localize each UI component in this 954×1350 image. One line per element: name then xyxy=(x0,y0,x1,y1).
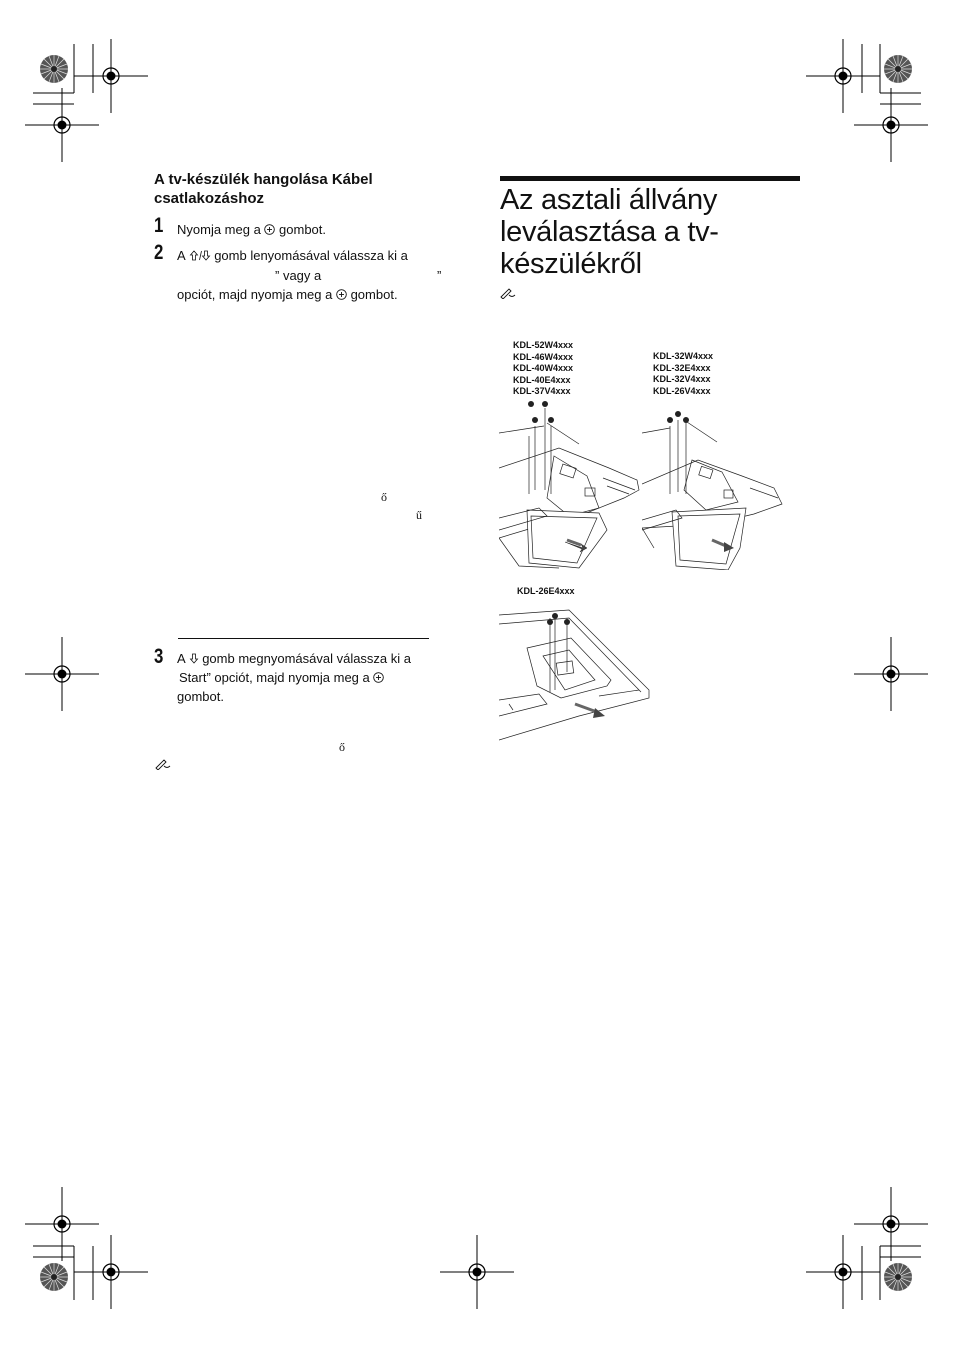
step-3-line-1: A gomb megnyomásával válassza ki a xyxy=(177,651,412,666)
model-list-group-3: KDL-26E4xxx xyxy=(517,586,575,596)
up-down-arrows-icon xyxy=(189,250,211,261)
step-2-line-2: ” vagy a xyxy=(275,268,322,283)
stand-removal-illustration-medium xyxy=(642,398,784,570)
note-pencil-icon xyxy=(500,287,516,299)
step-2-quote: ” xyxy=(437,268,442,283)
stand-removal-illustration-large xyxy=(499,398,642,570)
enter-icon xyxy=(264,224,275,235)
enter-icon xyxy=(373,672,384,683)
registration-mark-icon xyxy=(854,1187,928,1261)
stray-glyph: ő xyxy=(381,490,387,504)
step-2-line-1: A gomb lenyomásával válassza ki a xyxy=(177,248,408,263)
section-heading: A tv-készülék hangolása Kábel csatlakozáshoz xyxy=(154,171,373,207)
step-2-line-3: opciót, majd nyomja meg a gombot. xyxy=(177,287,398,302)
page-title: Az asztali állvány leválasztása a tv- készülékről xyxy=(500,184,719,280)
registration-mark-icon xyxy=(440,1235,514,1309)
registration-mark-icon xyxy=(806,1235,880,1309)
step-3-line-2: Start” opciót, majd nyomja meg a xyxy=(179,668,469,687)
stray-glyph: ő xyxy=(339,740,345,754)
registration-mark-icon xyxy=(25,637,99,711)
step-number: 2 xyxy=(154,241,164,264)
registration-mark-icon xyxy=(25,88,99,162)
color-target-icon xyxy=(40,1263,68,1291)
model-list-group-1: KDL-52W4xxx KDL-46W4xxx KDL-40W4xxx KDL-40E4xxx KDL-37V4xxx xyxy=(513,340,574,397)
step-number: 1 xyxy=(154,214,164,237)
model-list-group-2: KDL-32W4xxx KDL-32E4xxx KDL-32V4xxx KDL-26V4xxx xyxy=(653,351,714,396)
color-target-icon xyxy=(884,55,912,83)
color-target-icon xyxy=(40,55,68,83)
note-pencil-icon xyxy=(155,758,171,770)
title-bar xyxy=(500,176,800,181)
stand-removal-illustration-small xyxy=(499,600,654,742)
step-3-line-3: gombot. xyxy=(177,689,224,704)
color-target-icon xyxy=(884,1263,912,1291)
step-1-text: Nyomja meg a gombot. xyxy=(177,222,327,237)
registration-mark-icon xyxy=(806,39,880,113)
down-arrow-icon xyxy=(189,653,199,664)
registration-mark-icon xyxy=(854,88,928,162)
divider xyxy=(178,638,429,639)
step-number: 3 xyxy=(154,645,164,668)
registration-mark-icon xyxy=(854,637,928,711)
registration-mark-icon xyxy=(25,1187,99,1261)
registration-mark-icon xyxy=(74,39,148,113)
enter-icon xyxy=(336,289,347,300)
registration-mark-icon xyxy=(74,1235,148,1309)
stray-glyph: ű xyxy=(416,508,422,522)
